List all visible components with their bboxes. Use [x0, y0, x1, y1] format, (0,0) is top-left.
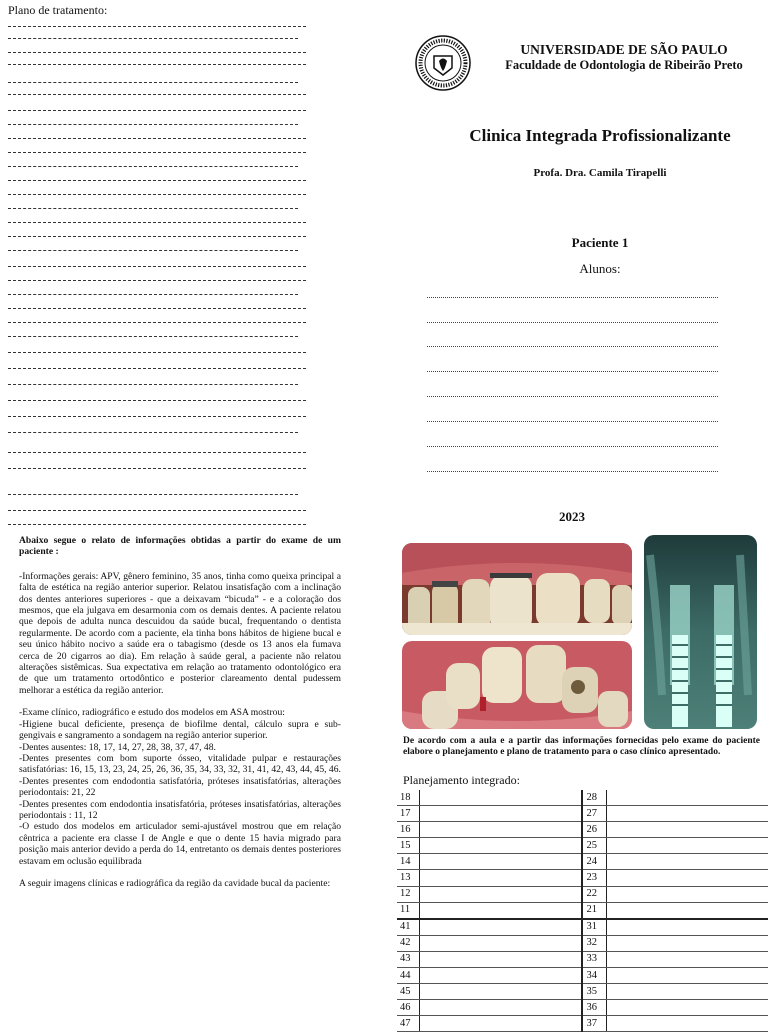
tooth-plan-cell[interactable]	[606, 870, 768, 886]
tooth-number: 18	[397, 790, 420, 806]
year: 2023	[559, 509, 585, 524]
tooth-plan-cell[interactable]	[420, 822, 583, 838]
plan-writing-line[interactable]	[8, 494, 298, 495]
tooth-plan-cell[interactable]	[420, 886, 583, 902]
plan-writing-line[interactable]	[8, 138, 306, 139]
faculty-name: Faculdade de Odontologia de Ribeirão Preto	[505, 58, 743, 72]
tooth-number: 37	[582, 1016, 606, 1032]
plan-title: Plano de tratamento:	[8, 3, 108, 17]
tooth-number: 27	[582, 806, 606, 822]
student-name-line[interactable]	[427, 421, 718, 422]
report-endo-bad: -Dentes presentes com endodontia insatisfatória, próteses insatisfatórias, alterações periodontais : 11, 12	[19, 798, 341, 821]
tooth-plan-cell[interactable]	[420, 806, 583, 822]
tooth-plan-cell[interactable]	[606, 822, 768, 838]
tooth-plan-cell[interactable]	[606, 919, 768, 936]
report-intro: Abaixo segue o relato de informações obtidas a partir do exame de um paciente :	[19, 535, 341, 558]
students-label: Alunos:	[579, 261, 621, 276]
tooth-plan-cell[interactable]	[606, 854, 768, 870]
plan-writing-line[interactable]	[8, 294, 298, 295]
student-name-line[interactable]	[427, 322, 718, 323]
tooth-number: 14	[397, 854, 420, 870]
tooth-number: 16	[397, 822, 420, 838]
report-articulator: -O estudo dos modelos em articulador semi-ajustável mostrou que em relação cêntrica a paciente era classe I de Angle e que o dente 15 havia migrado para posição mais anterior devido a perda do 14, entretanto os demais dentes posteriores estavam em oclusão equilibrada	[19, 821, 341, 867]
tooth-row	[397, 870, 768, 886]
plan-writing-line[interactable]	[8, 524, 306, 525]
tooth-number: 46	[397, 1000, 420, 1016]
tooth-plan-cell[interactable]	[606, 790, 768, 806]
plan-writing-line[interactable]	[8, 368, 306, 369]
photo-xray	[644, 535, 757, 729]
plan-writing-line[interactable]	[8, 180, 306, 181]
plan-writing-line[interactable]	[8, 280, 306, 281]
plan-writing-line[interactable]	[8, 336, 298, 337]
tooth-number: 11	[397, 902, 420, 919]
tooth-number: 31	[582, 919, 606, 936]
report-endo-ok: -Dentes presentes com endodontia satisfatória, próteses insatisfatórias, alterações periodontais: 21, 22	[19, 775, 341, 799]
plan-writing-line[interactable]	[8, 110, 306, 111]
plan-writing-line[interactable]	[8, 166, 298, 167]
tooth-row	[397, 902, 768, 919]
plan-writing-line[interactable]	[8, 82, 298, 83]
tooth-row	[397, 919, 768, 936]
tooth-plan-cell[interactable]	[420, 951, 583, 967]
tooth-plan-cell[interactable]	[420, 1000, 583, 1016]
tooth-row	[397, 984, 768, 1000]
tooth-row	[397, 838, 768, 854]
report-good-support: -Dentes presentes com bom suporte ósseo, vitalidade pulpar e restaurações satisfatórias: 16, 15, 13, 23, 24, 25, 26, 36, 35, 34, 33, 32, 31, 41, 42, 43, 44, 45, 46.	[19, 752, 341, 776]
plan-writing-line[interactable]	[8, 64, 306, 65]
plan-writing-line[interactable]	[8, 468, 306, 469]
tooth-row	[397, 1000, 768, 1016]
plan-writing-line[interactable]	[8, 38, 298, 39]
student-name-line[interactable]	[427, 346, 718, 347]
instructions: De acordo com a aula e a partir das informações fornecidas pelo exame do paciente elabore o planejamento e plano de tratamento para o caso clínico apresentado.	[403, 736, 760, 757]
tooth-number: 13	[397, 870, 420, 886]
tooth-plan-cell[interactable]	[606, 806, 768, 822]
plan-writing-line[interactable]	[8, 222, 306, 223]
report-exam-title: -Exame clínico, radiográfico e estudo dos modelos em ASA mostrou:	[19, 707, 285, 719]
tooth-plan-cell[interactable]	[420, 968, 583, 984]
planning-heading: Planejamento integrado:	[403, 773, 520, 787]
report-general-info: -Informações gerais: APV, gênero feminino, 35 anos, tinha como queixa principal a falta de estética na região anterior superior. Relatou insatisfação com a inclinação dos dentes anteriores superiores - que a deixavam “bicuda” - e a coloração dos mesmos, que ela julgava em desarmonia com os demais dentes. A paciente relatou que depois de adulta nunca descuidou da saúde bucal, frequentando o dentista regularmente. De acordo com a paciente, ela tinha bons hábitos de higiene bucal e seu único hábito nocivo a saúde era o tabagismo (desde os 13 anos ela fumava cerca de 20 cigarros ao dia). Em relação à saúde geral, a paciente não relatou alterações sistêmicas. Sua expectativa em relação ao tratamento odontológico era de que um tratamento ortodôntico e posterior clareamento dental pudessem melhorar a estética da região anterior.	[19, 570, 341, 696]
tooth-plan-cell[interactable]	[420, 838, 583, 854]
tooth-number: 22	[582, 886, 606, 902]
report-images-note: A seguir imagens clínicas e radiográfica da região da cavidade bucal da paciente:	[19, 877, 331, 889]
tooth-number: 24	[582, 854, 606, 870]
tooth-number: 17	[397, 806, 420, 822]
tooth-number: 32	[582, 935, 606, 951]
tooth-row	[397, 935, 768, 951]
patient-report	[19, 535, 341, 889]
tooth-plan-cell[interactable]	[606, 984, 768, 1000]
tooth-number: 41	[397, 919, 420, 936]
tooth-row	[397, 854, 768, 870]
plan-writing-line[interactable]	[8, 452, 306, 453]
plan-writing-line[interactable]	[8, 352, 306, 353]
tooth-plan-cell[interactable]	[420, 935, 583, 951]
tooth-row	[397, 790, 768, 806]
tooth-plan-cell[interactable]	[606, 886, 768, 902]
tooth-row	[397, 822, 768, 838]
tooth-number: 12	[397, 886, 420, 902]
tooth-number: 45	[397, 984, 420, 1000]
tooth-number: 44	[397, 968, 420, 984]
tooth-number: 23	[582, 870, 606, 886]
course-title: Clinica Integrada Profissionalizante	[469, 126, 731, 145]
tooth-row	[397, 968, 768, 984]
plan-writing-line[interactable]	[8, 384, 298, 385]
photo-lower-teeth	[402, 641, 632, 729]
plan-writing-line[interactable]	[8, 236, 306, 237]
plan-writing-line[interactable]	[8, 322, 306, 323]
student-name-line[interactable]	[427, 396, 718, 397]
plan-writing-line[interactable]	[8, 94, 306, 95]
university-name: UNIVERSIDADE DE SÃO PAULO	[520, 42, 728, 57]
tooth-plan-cell[interactable]	[420, 919, 583, 936]
student-name-line[interactable]	[427, 297, 718, 298]
tooth-number: 21	[582, 902, 606, 919]
tooth-number: 25	[582, 838, 606, 854]
tooth-row	[397, 806, 768, 822]
tooth-number: 15	[397, 838, 420, 854]
photo-upper-teeth	[402, 543, 632, 635]
tooth-planning-table	[397, 790, 768, 1032]
tooth-number: 42	[397, 935, 420, 951]
plan-writing-line[interactable]	[8, 26, 306, 27]
tooth-number: 28	[582, 790, 606, 806]
tooth-number: 35	[582, 984, 606, 1000]
university-header	[480, 42, 768, 73]
tooth-number: 26	[582, 822, 606, 838]
tooth-number: 43	[397, 951, 420, 967]
plan-writing-line[interactable]	[8, 432, 298, 433]
plan-writing-line[interactable]	[8, 400, 306, 401]
tooth-plan-cell[interactable]	[420, 790, 583, 806]
professor-name: Profa. Dra. Camila Tirapelli	[533, 167, 667, 179]
tooth-row	[397, 886, 768, 902]
student-name-line[interactable]	[427, 371, 718, 372]
plan-writing-line[interactable]	[8, 266, 306, 267]
plan-writing-line[interactable]	[8, 308, 306, 309]
tooth-plan-cell[interactable]	[606, 838, 768, 854]
tooth-plan-cell[interactable]	[420, 854, 583, 870]
tooth-plan-cell[interactable]	[420, 984, 583, 1000]
student-name-line[interactable]	[427, 471, 718, 472]
tooth-number: 36	[582, 1000, 606, 1016]
tooth-plan-cell[interactable]	[606, 1000, 768, 1016]
plan-writing-line[interactable]	[8, 416, 306, 417]
tooth-number: 34	[582, 968, 606, 984]
university-seal-icon	[414, 34, 472, 92]
tooth-plan-cell[interactable]	[606, 935, 768, 951]
tooth-plan-cell[interactable]	[606, 902, 768, 919]
plan-writing-line[interactable]	[8, 208, 298, 209]
report-hygiene: -Higiene bucal deficiente, presença de biofilme dental, cálculo supra e sub-gengivais e sangramento a sondagem na região anterior superior.	[19, 718, 341, 742]
tooth-number: 33	[582, 951, 606, 967]
tooth-row	[397, 951, 768, 967]
plan-writing-line[interactable]	[8, 510, 306, 511]
tooth-plan-cell[interactable]	[420, 902, 583, 919]
tooth-plan-cell[interactable]	[420, 870, 583, 886]
patient-label: Paciente 1	[571, 235, 629, 250]
plan-writing-line[interactable]	[8, 124, 298, 125]
report-absent-teeth: -Dentes ausentes: 18, 17, 14, 27, 28, 38, 37, 47, 48.	[19, 741, 216, 753]
tooth-plan-cell[interactable]	[606, 951, 768, 967]
plan-writing-line[interactable]	[8, 194, 306, 195]
tooth-plan-cell[interactable]	[606, 968, 768, 984]
plan-writing-line[interactable]	[8, 52, 306, 53]
tooth-number: 47	[397, 1016, 420, 1032]
student-name-line[interactable]	[427, 446, 718, 447]
plan-writing-line[interactable]	[8, 152, 306, 153]
plan-writing-line[interactable]	[8, 250, 298, 251]
